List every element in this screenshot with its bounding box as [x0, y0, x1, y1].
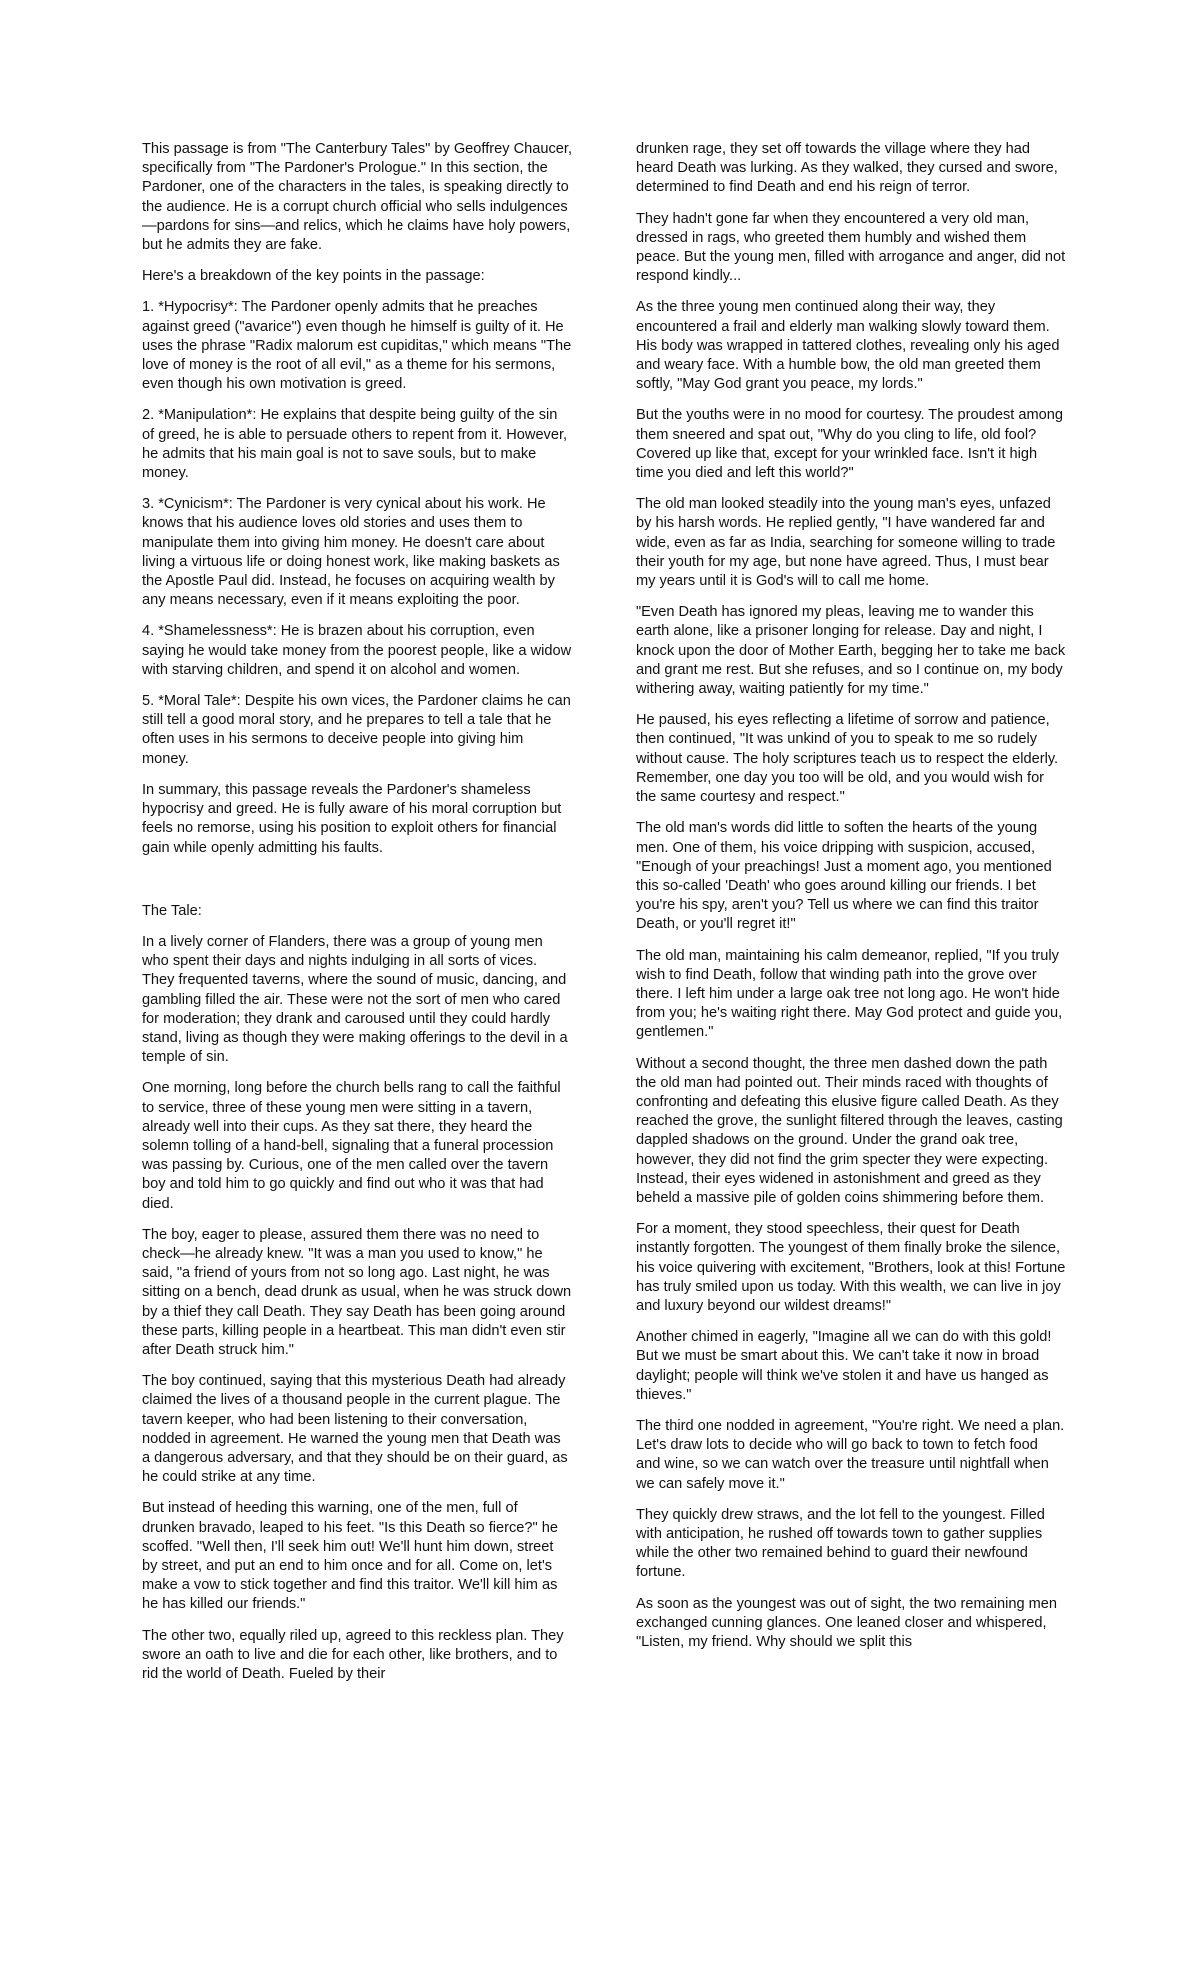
- paragraph: The old man's words did little to soften the hearts of the young men. One of them, his voice dripping with suspicion, accused, "Enough of your preachings! Just a moment ago, you mentioned this so-called 'Death' who goes around killing our friends. I bet you're his spy, aren't you? Tell us where we can find this traitor Death, or you'll regret it!": [636, 820, 1052, 933]
- paragraph: 5. *Moral Tale*: Despite his own vices, the Pardoner claims he can still tell a good moral story, and he prepares to tell a tale that he often uses in his sermons to deceive people into giving him money.: [142, 693, 571, 767]
- paragraph: In a lively corner of Flanders, there was a group of young men who spent their days and nights indulging in all sorts of vices. They frequented taverns, where the sound of music, dancing, and gambling filled the air. These were not the sort of men who cared for moderation; they drank and caroused until they could hardly stand, living as though they were making offerings to the devil in a temple of sin.: [142, 933, 568, 1066]
- section-heading: The Tale:: [142, 902, 202, 919]
- paragraph: 1. *Hypocrisy*: The Pardoner openly admits that he preaches against greed ("avarice") even though he himself is guilty of it. He uses the phrase "Radix malorum est cupiditas," which means "The love of money is the root of all evil," as a theme for his sermons, even though his own motivation is greed.: [142, 299, 572, 393]
- paragraph: The boy, eager to please, assured them there was no need to check—he already knew. "It was a man you used to know," he said, "a friend of yours from not so long ago. Last night, he was sitting on a bench, dead drunk as usual, when he was struck down by a thief they call Death. They say Death has been going around these parts, killing people in a heartbeat. This man didn't even stir after Death struck him.": [142, 1226, 572, 1358]
- paragraph: As soon as the youngest was out of sight, the two remaining men exchanged cunning glances. One leaned closer and whispered, "Listen, my friend. Why should we split this: [636, 1595, 1058, 1651]
- paragraph: He paused, his eyes reflecting a lifetime of sorrow and patience, then continued, "It was unkind of you to speak to me so rudely without cause. The holy scriptures teach us to respect the elderly. Remember, one day you too will be old, and you would wish for the same courtesy and respect.": [636, 712, 1059, 806]
- paragraph: The other two, equally riled up, agreed to this reckless plan. They swore an oath to live and die for each other, like brothers, and to rid the world of Death. Fueled by their: [142, 1627, 564, 1683]
- paragraph: They hadn't gone far when they encountered a very old man, dressed in rags, who greeted them humbly and wished them peace. But the young men, filled with arrogance and anger, did not respond kindly...: [636, 210, 1066, 285]
- right-column: [636, 140, 1066, 1664]
- paragraph: One morning, long before the church bells rang to call the faithful to service, three of these young men were sitting in a tavern, already well into their cups. As they sat there, they heard the solemn tolling of a hand-bell, signaling that a funeral procession was passing by. Curious, one of the men called over the tavern boy and told him to go quickly and find out who it was that had died.: [142, 1080, 561, 1212]
- paragraph: But instead of heeding this warning, one of the men, full of drunken bravado, leaped to his feet. "Is this Death so fierce?" he scoffed. "Well then, I'll seek him out! We'll hunt him down, street by street, and put an end to him once and for all. Come on, let's make a vow to stick together and find this traitor. We'll kill him as he has killed our friends.": [142, 1500, 558, 1613]
- paragraph: 2. *Manipulation*: He explains that despite being guilty of the sin of greed, he is able to persuade others to repent from it. However, he admits that his main goal is not to save souls, but to make money.: [142, 407, 568, 482]
- paragraph: The third one nodded in agreement, "You're right. We need a plan. Let's draw lots to decide who will go back to town to fetch food and wine, so we can watch over the treasure until nightfall when we can safely move it.": [636, 1417, 1065, 1492]
- paragraph: In summary, this passage reveals the Pardoner's shameless hypocrisy and greed. He is fully aware of his moral corruption but feels no remorse, using his position to exploit others for financial gain while openly admitting his faults.: [142, 781, 562, 856]
- paragraph: drunken rage, they set off towards the village where they had heard Death was lurking. As they walked, they cursed and swore, determined to find Death and end his reign of terror.: [636, 141, 1058, 196]
- paragraph: But the youths were in no mood for courtesy. The proudest among them sneered and spat out, "Why do you cling to life, old fool? Covered up like that, except for your wrinkled face. Isn't it high time you died and left this world?": [636, 407, 1063, 482]
- paragraph: They quickly drew straws, and the lot fell to the youngest. Filled with anticipation, he rushed off towards town to gather supplies while the other two remained behind to guard their newfound fortune.: [636, 1506, 1045, 1581]
- paragraph: Another chimed in eagerly, "Imagine all we can do with this gold! But we must be smart about this. We can't take it now in broad daylight; people will think we've stolen it and have us hanged as thieves.": [636, 1329, 1052, 1403]
- paragraph: The old man, maintaining his calm demeanor, replied, "If you truly wish to find Death, follow that winding path into the grove over there. I left him under a large oak tree not long ago. He won't hide from you; he's waiting right there. May God protect and guide you, gentlemen.": [636, 947, 1063, 1041]
- paragraph: For a moment, they stood speechless, their quest for Death instantly forgotten. The youngest of them finally broke the silence, his voice quivering with excitement, "Brothers, look at this! Fortune has truly smiled upon us today. With this wealth, we can live in joy and luxury beyond our wildest dreams!": [636, 1221, 1066, 1314]
- paragraph: 3. *Cynicism*: The Pardoner is very cynical about his work. He knows that his audience loves old stories and uses them to manipulate them into giving him money. He doesn't care about living a virtuous life or doing honest work, like making baskets as the Apostle Paul did. Instead, he focuses on acquiring wealth by any means necessary, even if it means exploiting the poor.: [142, 496, 560, 609]
- paragraph: Without a second thought, the three men dashed down the path the old man had pointed out. Their minds raced with thoughts of confronting and defeating this elusive figure called Death. As they reached the grove, the sunlight filtered through the leaves, casting dappled shadows on the ground. Under the grand oak tree, however, they did not find the grim specter they were expecting. Instead, their eyes widened in astonishment and greed as they beheld a massive pile of golden coins shimmering before them.: [636, 1055, 1063, 1206]
- left-column: [142, 140, 572, 1696]
- paragraph: Here's a breakdown of the key points in the passage:: [142, 268, 485, 285]
- paragraph: The boy continued, saying that this mysterious Death had already claimed the lives of a thousand people in the current plague. The tavern keeper, who had been listening to their conversation, nodded in agreement. He warned the young men that Death was a dangerous adversary, and that they should be on their guard, as he could strike at any time.: [142, 1373, 568, 1486]
- paragraph: This passage is from "The Canterbury Tales" by Geoffrey Chaucer, specifically from "The Pardoner's Prologue." In this section, the Pardoner, one of the characters in the tales, is speaking directly to the audience. He is a corrupt church official who sells indulgences—pardons for sins—and relics, which he claims have holy powers, but he admits they are fake.: [142, 141, 572, 254]
- paragraph: The old man looked steadily into the young man's eyes, unfazed by his harsh words. He replied gently, "I have wandered far and wide, even as far as India, searching for someone willing to trade their youth for my age, but none have agreed. Thus, I must bear my years until it is God's will to call me home.: [636, 496, 1056, 590]
- paragraph: "Even Death has ignored my pleas, leaving me to wander this earth alone, like a prisoner longing for release. Day and night, I knock upon the door of Mother Earth, begging her to take me back and grant me rest. But she refuses, and so I continue on, my body withering away, waiting patiently for my time.": [636, 604, 1066, 698]
- paragraph: As the three young men continued along their way, they encountered a frail and elderly man walking slowly toward them. His body was wrapped in tattered clothes, revealing only his aged and weary face. With a humble bow, the old man greeted them softly, "May God grant you peace, my lords.": [636, 299, 1060, 393]
- paragraph: 4. *Shamelessness*: He is brazen about his corruption, even saying he would take money from the poorest people, like a widow with starving children, and spend it on alcohol and women.: [142, 623, 572, 678]
